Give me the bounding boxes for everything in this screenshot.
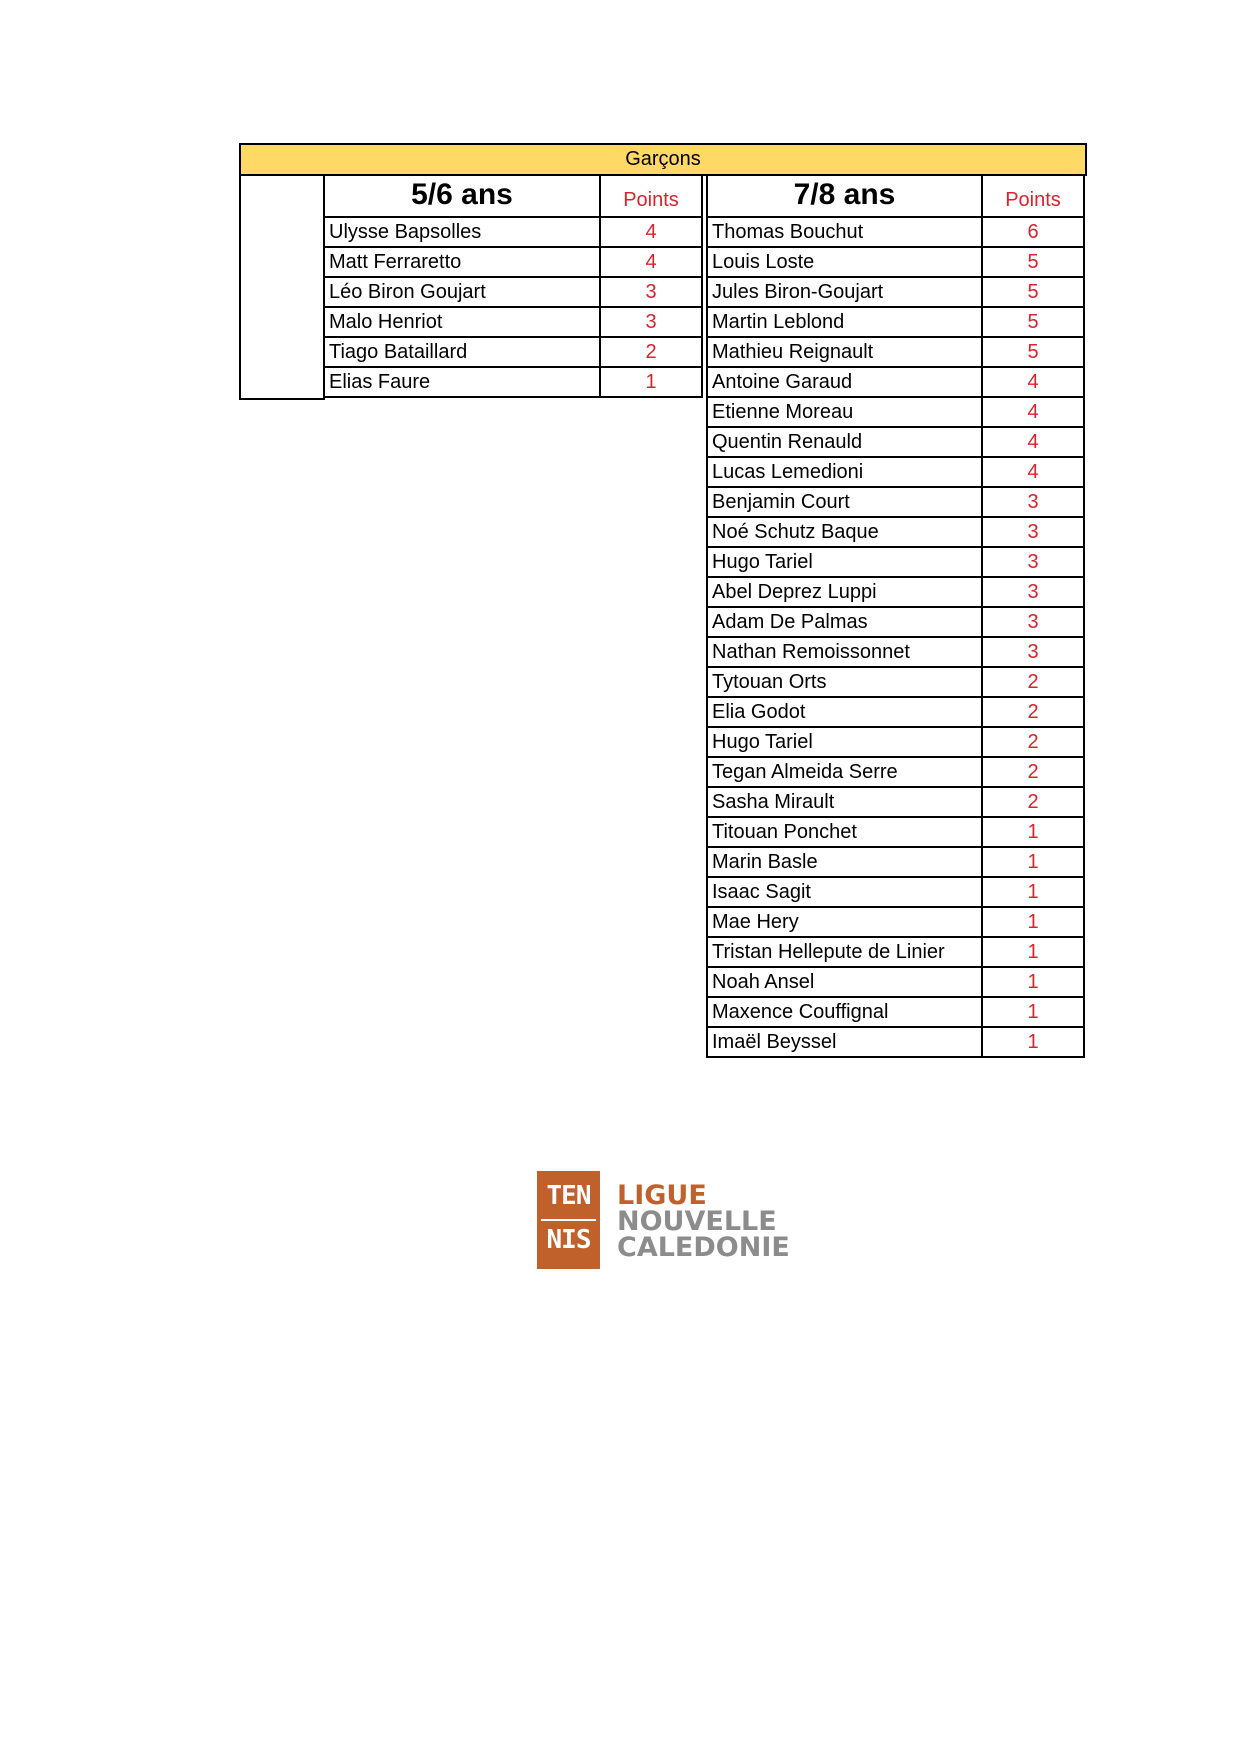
table-row (706, 818, 1085, 848)
group-title: 7/8 ans (706, 174, 983, 216)
table-row (706, 398, 1085, 428)
player-points: 2 (983, 788, 1085, 816)
player-points: 1 (983, 818, 1085, 846)
table-row (706, 1028, 1085, 1058)
player-name: Benjamin Court (706, 488, 983, 516)
tennis-logo-mark (537, 1171, 600, 1269)
table-row (706, 608, 1085, 638)
table-row (706, 878, 1085, 908)
player-name: Noah Ansel (706, 968, 983, 996)
player-name: Thomas Bouchut (706, 218, 983, 246)
ligue-tennis-logo (537, 1171, 807, 1271)
table-row (706, 698, 1085, 728)
player-name: Martin Leblond (706, 308, 983, 336)
player-name: Tegan Almeida Serre (706, 758, 983, 786)
player-name: Marin Basle (706, 848, 983, 876)
table-row (323, 278, 703, 308)
player-points: 5 (983, 248, 1085, 276)
logo-word-caledonie: CALEDONIE (617, 1232, 790, 1263)
player-points: 2 (983, 728, 1085, 756)
player-points: 4 (983, 368, 1085, 396)
player-name: Adam De Palmas (706, 608, 983, 636)
player-rows (323, 218, 703, 398)
table-row (706, 938, 1085, 968)
player-rows (706, 218, 1085, 1058)
player-points: 1 (983, 998, 1085, 1026)
logo-word-nouvelle: NOUVELLE (617, 1206, 777, 1237)
player-points: 3 (983, 578, 1085, 606)
table-row (706, 668, 1085, 698)
player-points: 3 (601, 308, 703, 336)
player-points: 3 (983, 638, 1085, 666)
player-points: 4 (983, 458, 1085, 486)
table-row (706, 308, 1085, 338)
category-banner (239, 143, 1087, 176)
player-name: Lucas Lemedioni (706, 458, 983, 486)
group-title: 5/6 ans (323, 174, 601, 216)
player-name: Ulysse Bapsolles (323, 218, 601, 246)
player-name: Maxence Couffignal (706, 998, 983, 1026)
group-header (706, 174, 1085, 218)
table-row (706, 758, 1085, 788)
player-points: 3 (983, 518, 1085, 546)
player-name: Etienne Moreau (706, 398, 983, 426)
player-name: Isaac Sagit (706, 878, 983, 906)
player-name: Noé Schutz Baque (706, 518, 983, 546)
table-row (706, 788, 1085, 818)
player-points: 3 (983, 548, 1085, 576)
player-name: Antoine Garaud (706, 368, 983, 396)
table-row (706, 518, 1085, 548)
player-name: Abel Deprez Luppi (706, 578, 983, 606)
group-table-7-8 (706, 174, 1085, 1058)
player-points: 4 (601, 248, 703, 276)
table-row (323, 338, 703, 368)
player-points: 4 (983, 398, 1085, 426)
player-points: 1 (983, 908, 1085, 936)
table-row (706, 998, 1085, 1028)
player-name: Sasha Mirault (706, 788, 983, 816)
player-points: 1 (983, 1028, 1085, 1056)
player-points: 6 (983, 218, 1085, 246)
table-row (706, 968, 1085, 998)
player-name: Jules Biron-Goujart (706, 278, 983, 306)
table-row (706, 218, 1085, 248)
table-row (706, 488, 1085, 518)
player-points: 4 (983, 428, 1085, 456)
player-name: Elias Faure (323, 368, 601, 396)
player-points: 1 (983, 848, 1085, 876)
player-points: 5 (983, 308, 1085, 336)
group-header (323, 174, 703, 218)
player-points: 3 (983, 608, 1085, 636)
table-row (706, 848, 1085, 878)
player-name: Matt Ferraretto (323, 248, 601, 276)
table-row (706, 338, 1085, 368)
player-points: 2 (983, 668, 1085, 696)
table-row (706, 428, 1085, 458)
player-name: Tiago Bataillard (323, 338, 601, 366)
table-row (323, 248, 703, 278)
player-points: 2 (983, 698, 1085, 726)
player-name: Elia Godot (706, 698, 983, 726)
player-points: 1 (983, 878, 1085, 906)
logo-mark-top: TEN (546, 1181, 591, 1211)
category-banner-label: Garçons (625, 148, 701, 170)
player-points: 1 (983, 968, 1085, 996)
player-name: Quentin Renauld (706, 428, 983, 456)
table-row (323, 218, 703, 248)
player-points: 5 (983, 278, 1085, 306)
logo-word-ligue: LIGUE (617, 1180, 707, 1211)
player-points: 2 (983, 758, 1085, 786)
player-name: Léo Biron Goujart (323, 278, 601, 306)
logo-wordmark (617, 1180, 790, 1263)
blank-left-cell (239, 174, 325, 400)
table-row (706, 548, 1085, 578)
player-points: 1 (601, 368, 703, 396)
player-points: 4 (601, 218, 703, 246)
player-points: 1 (983, 938, 1085, 966)
table-row (706, 248, 1085, 278)
player-name: Titouan Ponchet (706, 818, 983, 846)
player-name: Tristan Hellepute de Linier (706, 938, 983, 966)
player-points: 5 (983, 338, 1085, 366)
table-row (706, 368, 1085, 398)
player-points: 2 (601, 338, 703, 366)
player-points: 3 (601, 278, 703, 306)
logo-mark-divider (541, 1219, 596, 1221)
table-row (706, 638, 1085, 668)
player-name: Nathan Remoissonnet (706, 638, 983, 666)
table-row (706, 458, 1085, 488)
player-name: Hugo Tariel (706, 548, 983, 576)
table-row (323, 308, 703, 338)
player-name: Louis Loste (706, 248, 983, 276)
table-row (706, 908, 1085, 938)
points-header: Points (983, 174, 1085, 216)
logo-mark-bottom: NIS (546, 1225, 591, 1255)
table-row (323, 368, 703, 398)
player-name: Tytouan Orts (706, 668, 983, 696)
player-name: Mae Hery (706, 908, 983, 936)
player-name: Malo Henriot (323, 308, 601, 336)
points-header: Points (601, 174, 703, 216)
player-name: Imaël Beyssel (706, 1028, 983, 1056)
table-row (706, 278, 1085, 308)
table-row (706, 578, 1085, 608)
group-table-5-6 (323, 174, 703, 398)
player-name: Hugo Tariel (706, 728, 983, 756)
player-points: 3 (983, 488, 1085, 516)
player-name: Mathieu Reignault (706, 338, 983, 366)
table-row (706, 728, 1085, 758)
